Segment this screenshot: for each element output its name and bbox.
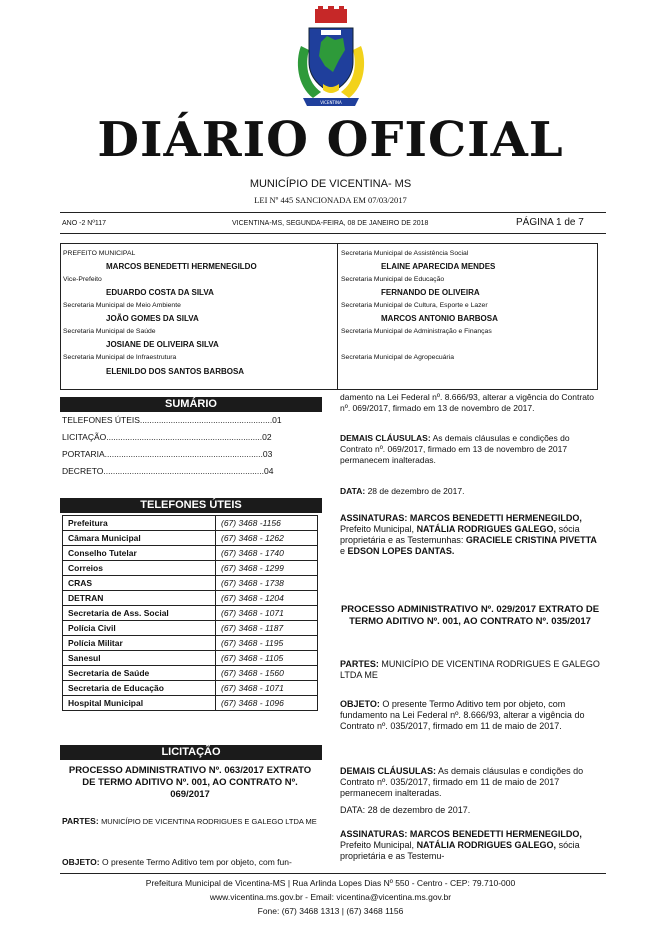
office-label: Secretaria Municipal de Meio Ambiente [63, 302, 181, 309]
issue-rule [60, 233, 606, 234]
table-row [63, 666, 318, 681]
signatory-name: EDSON LOPES DANTAS. [347, 546, 455, 556]
objeto-text: O presente Termo Aditivo tem por objeto, com fun- [102, 857, 292, 867]
office-label: Secretaria Municipal de Educação [341, 276, 445, 283]
office-label: Secretaria Municipal de Saúde [63, 328, 156, 335]
official-name: JOSIANE DE OLIVEIRA SILVA [106, 340, 219, 349]
data-line-1 [340, 486, 600, 497]
signatory-name: MARCOS BENEDETTI HERMENEGILDO, [409, 513, 582, 523]
table-row [63, 546, 318, 561]
phone-name: Sanesul [63, 651, 216, 666]
phone-name: Correios [63, 561, 216, 576]
phone-name: DETRAN [63, 591, 216, 606]
table-row [63, 696, 318, 711]
table-row [63, 621, 318, 636]
phone-name: Prefeitura [63, 516, 216, 531]
licitacao-right-continuation: damento na Lei Federal nº. 8.666/93, alterar a vigência do Contrato nº. 069/2017, firmado em 13 de novembro de 2017. [340, 392, 595, 413]
demais-clausulas-1 [340, 433, 600, 466]
signatory-name: MARCOS BENEDETTI HERMENEGILDO, [409, 829, 582, 839]
telefones-heading: TELEFONES ÚTEIS [60, 498, 322, 513]
phone-name: Secretaria de Educação [63, 681, 216, 696]
officials-column-divider [337, 244, 338, 389]
phone-number: (67) 3468 -1156 [216, 516, 318, 531]
table-row [63, 681, 318, 696]
signatory-role: Prefeito Municipal, [340, 840, 415, 850]
partes-2 [340, 659, 600, 681]
table-row [63, 591, 318, 606]
phone-number: (67) 3468 - 1195 [216, 636, 318, 651]
signatory-role: sócia proprietária e as Testemu- [340, 840, 580, 861]
toc-item[interactable]: TELEFONES ÚTEIS........................................................01 [62, 415, 282, 425]
municipio-line: MUNICÍPIO DE VICENTINA- MS [249, 178, 412, 190]
partes-label: PARTES: [62, 816, 99, 826]
phone-name: Secretaria de Saúde [63, 666, 216, 681]
page-number: PÁGINA 1 de 7 [516, 217, 584, 228]
partes-text: MUNICÍPIO DE VICENTINA RODRIGUES E GALEGO LTDA ME [340, 659, 600, 680]
office-label: Secretaria Municipal de Agropecuária [341, 354, 454, 361]
objeto-text: O presente Termo Aditivo tem por objeto, com fundamento na Lei Federal nº. 8.666/93, alterar a vigência do Contrato nº. 035/2017, firmado em 11 de maio de 2017. [340, 699, 585, 731]
masthead-title: DIÁRIO OFICIAL [97, 112, 564, 168]
signatory-role: Prefeito Municipal, [340, 524, 415, 534]
toc-item[interactable]: PORTARIA...................................................................03 [62, 449, 273, 459]
footer-address: Prefeitura Municipal de Vicentina-MS | Rua Arlinda Lopes Dias Nº 550 - Centro - CEP: 79.710-000 [145, 878, 516, 888]
assinaturas-label: ASSINATURAS: [340, 513, 408, 523]
official-name: FERNANDO DE OLIVEIRA [381, 288, 480, 297]
footer-web[interactable]: www.vicentina.ms.gov.br - Email: vicentina@vicentina.ms.gov.br [209, 892, 452, 902]
signatory-name: NATÁLIA RODRIGUES GALEGO, [416, 840, 557, 850]
phone-number: (67) 3468 - 1740 [216, 546, 318, 561]
assinaturas-label: ASSINATURAS: [340, 829, 408, 839]
signatory-name: NATÁLIA RODRIGUES GALEGO, [416, 524, 557, 534]
phone-name: CRAS [63, 576, 216, 591]
table-row [63, 516, 318, 531]
demais-label: DEMAIS CLÁUSULAS: [340, 433, 431, 443]
phone-name: Secretaria de Ass. Social [63, 606, 216, 621]
assinaturas-2 [340, 829, 600, 862]
phone-number: (67) 3468 - 1071 [216, 681, 318, 696]
signatory-name: GRACIELE CRISTINA PIVETTA [465, 535, 597, 545]
phone-number: (67) 3468 - 1299 [216, 561, 318, 576]
official-name: MARCOS BENEDETTI HERMENEGILDO [106, 262, 257, 271]
partes-text: MUNICÍPIO DE VICENTINA RODRIGUES E GALEGO LTDA ME [101, 817, 317, 826]
toc-item[interactable]: LICITAÇÃO..................................................................02 [62, 432, 272, 442]
phone-name: Câmara Municipal [63, 531, 216, 546]
signatory-role: sócia proprietária e as Testemunhas: [340, 524, 580, 545]
office-label: Secretaria Municipal de Administração e Finanças [341, 328, 492, 335]
demais-label: DEMAIS CLÁUSULAS: [340, 766, 436, 776]
table-row [63, 651, 318, 666]
phone-number: (67) 3468 - 1187 [216, 621, 318, 636]
official-name: MARCOS ANTONIO BARBOSA [381, 314, 498, 323]
toc-item[interactable]: DECRETO....................................................................04 [62, 466, 274, 476]
top-rule [60, 212, 606, 213]
demais-text: As demais cláusulas e condições do Contrato nº. 069/2017, firmado em 13 de novembro de 2017 permanecem inalteradas. [340, 433, 570, 465]
official-name: JOÃO GOMES DA SILVA [106, 314, 199, 323]
phones-table [62, 515, 318, 711]
svg-text:VICENTINA: VICENTINA [320, 100, 342, 105]
official-name: ELENILDO DOS SANTOS BARBOSA [106, 367, 245, 376]
objeto-label: OBJETO: [340, 699, 380, 709]
phone-name: Hospital Municipal [63, 696, 216, 711]
data-label: DATA: [340, 486, 366, 496]
signatory-role: e [340, 546, 346, 556]
licitacao-heading: LICITAÇÃO [60, 745, 322, 760]
footer-rule [60, 873, 606, 874]
lei-line: LEI Nº 445 SANCIONADA EM 07/03/2017 [254, 195, 407, 205]
municipal-crest-icon [293, 6, 369, 118]
partes-label: PARTES: [340, 659, 379, 669]
licitacao-right-title: PROCESSO ADMINISTRATIVO Nº. 029/2017 EXTRATO DE TERMO ADITIVO Nº. 001, AO CONTRATO Nº. 035/2017 [340, 604, 600, 627]
phone-number: (67) 3468 - 1071 [216, 606, 318, 621]
phone-number: (67) 3468 - 1105 [216, 651, 318, 666]
data-line-2: DATA: 28 de dezembro de 2017. [340, 805, 471, 815]
demais-clausulas-2 [340, 766, 600, 799]
phone-name: Polícia Civil [63, 621, 216, 636]
table-row [63, 606, 318, 621]
table-row [63, 636, 318, 651]
official-name: EDUARDO COSTA DA SILVA [106, 288, 214, 297]
table-row [63, 561, 318, 576]
officials-box [60, 243, 598, 390]
office-label: Vice-Prefeito [63, 276, 102, 283]
phone-name: Conselho Tutelar [63, 546, 216, 561]
licitacao-left-title: PROCESSO ADMINISTRATIVO Nº. 063/2017 EXTRATO DE TERMO ADITIVO Nº. 001, AO CONTRATO Nº. 069/2017 [68, 765, 312, 800]
objeto-label: OBJETO: [62, 857, 100, 867]
issue-number: ANO -2 Nº117 [62, 220, 107, 227]
footer-phone: Fone: (67) 3468 1313 | (67) 3468 1156 [257, 906, 404, 916]
official-name: ELAINE APARECIDA MENDES [381, 262, 496, 271]
office-label: PREFEITO MUNICIPAL [63, 250, 136, 257]
sumario-heading: SUMÁRIO [60, 397, 322, 412]
table-row [63, 576, 318, 591]
date-line: VICENTINA-MS, SEGUNDA-FEIRA, 08 DE JANEIRO DE 2018 [232, 220, 429, 227]
licitacao-left-partes [62, 816, 320, 827]
phone-name: Polícia Militar [63, 636, 216, 651]
objeto-2 [340, 699, 600, 732]
office-label: Secretaria Municipal de Infraestrutura [63, 354, 177, 361]
phone-number: (67) 3468 - 1096 [216, 696, 318, 711]
phone-number: (67) 3468 - 1738 [216, 576, 318, 591]
phone-number: (67) 3468 - 1560 [216, 666, 318, 681]
phone-number: (67) 3468 - 1204 [216, 591, 318, 606]
office-label: Secretaria Municipal de Assistência Social [341, 250, 469, 257]
phone-number: (67) 3468 - 1262 [216, 531, 318, 546]
licitacao-left-objeto [62, 857, 322, 867]
data-text: 28 de dezembro de 2017. [367, 486, 465, 496]
assinaturas-1 [340, 513, 600, 557]
office-label: Secretaria Municipal de Cultura, Esporte e Lazer [341, 302, 488, 309]
table-row [63, 531, 318, 546]
demais-text: As demais cláusulas e condições do Contrato nº. 035/2017, firmado em 11 de maio de 2017 permanecem inalteradas. [340, 766, 584, 798]
